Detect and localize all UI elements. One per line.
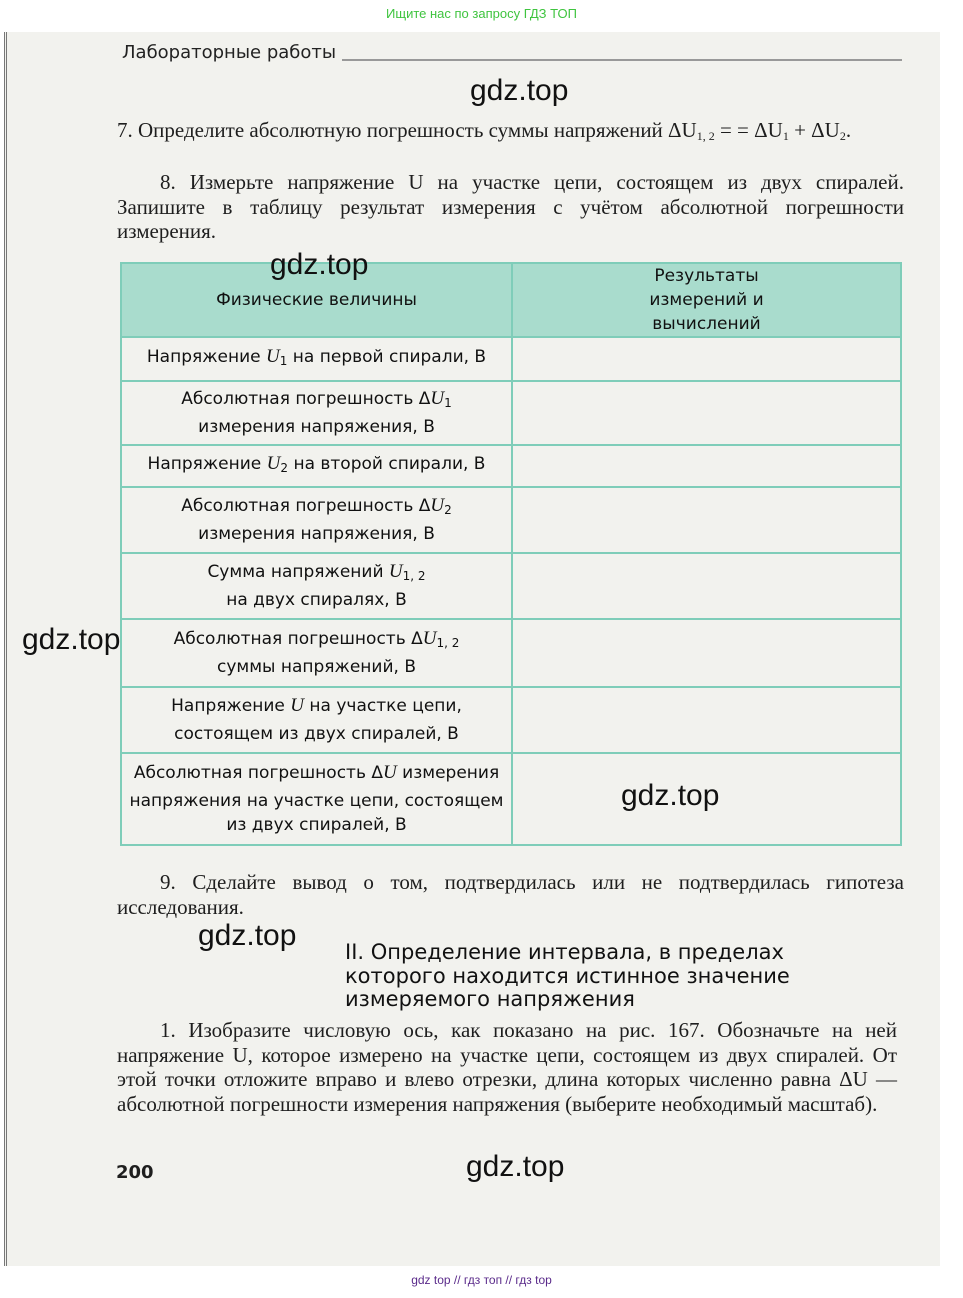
quantity-cell — [121, 753, 512, 845]
p7-text: = = ΔU — [714, 118, 783, 142]
table-header — [121, 263, 901, 337]
sub: 1 — [782, 129, 789, 143]
table-row — [121, 553, 901, 619]
running-head: Лабораторные работы — [122, 42, 337, 63]
bottom-banner[interactable]: gdz top // гдз топ // гдз top — [411, 1273, 552, 1287]
symbol: U — [388, 561, 403, 582]
watermark: gdz.top — [22, 623, 121, 656]
result-cell[interactable] — [512, 381, 901, 445]
label-text: Абсолютная погрешность Δ — [133, 763, 384, 783]
quantity-cell — [121, 337, 512, 381]
header-quantities: Физические величины — [121, 263, 512, 337]
label-text: Напряжение — [146, 347, 267, 367]
label-text: Абсолютная погрешность Δ — [181, 496, 431, 516]
label-text: на первой спирали, В — [287, 347, 487, 367]
result-cell[interactable] — [512, 487, 901, 553]
result-cell[interactable] — [512, 687, 901, 753]
symbol: U — [266, 346, 280, 367]
table-row — [121, 687, 901, 753]
subscript: 1 — [444, 396, 452, 410]
results-table — [120, 262, 902, 846]
table-row — [121, 753, 901, 845]
section-title: II. Определение интервала, в пределах которого находится истинное значение измеряемого напряжения — [345, 940, 790, 1011]
table-row — [121, 619, 901, 687]
subscript: 1, 2 — [436, 636, 460, 650]
table-row — [121, 337, 901, 381]
label-text-line2: на двух спиралях, В — [226, 590, 407, 610]
label-text-line2: суммы напряжений, В — [216, 657, 416, 677]
symbol: U — [383, 762, 397, 783]
result-cell[interactable] — [512, 445, 901, 487]
result-cell[interactable] — [512, 337, 901, 381]
watermark: gdz.top — [198, 919, 297, 952]
p7-text: + ΔU — [788, 118, 840, 142]
paragraph-7 — [117, 118, 904, 149]
label-text: Сумма напряжений — [207, 562, 389, 582]
result-cell[interactable] — [512, 553, 901, 619]
symbol: U — [430, 495, 445, 516]
p7-text: . — [845, 118, 852, 142]
table-row — [121, 381, 901, 445]
quantity-cell — [121, 445, 512, 487]
label-text-line2: состоящем из двух спиралей, В — [174, 724, 459, 744]
quantity-cell — [121, 487, 512, 553]
p7-text: 7. Определите абсолютную погрешность суммы напряжений ΔU — [117, 118, 697, 142]
watermark: gdz.top — [470, 74, 569, 107]
label-text: на второй спирали, В — [288, 454, 486, 474]
label-text-line2: напряжения на участке цепи, состоящем из двух спиралей, В — [129, 791, 504, 835]
watermark: gdz.top — [466, 1150, 565, 1183]
quantity-cell — [121, 687, 512, 753]
label-text-line2: измерения напряжения, В — [198, 417, 435, 437]
subscript: 1 — [279, 354, 288, 368]
watermark: gdz.top — [270, 248, 369, 281]
label-text: на участке цепи, — [304, 696, 462, 716]
subscript: 2 — [444, 503, 452, 517]
table-row — [121, 487, 901, 553]
label-text: Напряжение — [147, 454, 267, 474]
sub: 1, 2 — [696, 129, 715, 143]
label-text: измерения — [396, 763, 500, 783]
header-results: Результаты измерений и вычислений — [512, 263, 901, 337]
subscript: 2 — [280, 461, 289, 475]
symbol: U — [290, 695, 305, 716]
paragraph-9: 9. Сделайте вывод о том, подтвердилась или не подтвердилась гипотеза исследования. — [117, 870, 904, 919]
table-row — [121, 445, 901, 487]
symbol: U — [430, 388, 445, 409]
sub: 2 — [839, 129, 846, 143]
quantity-cell — [121, 553, 512, 619]
quantity-cell — [121, 619, 512, 687]
subscript: 1, 2 — [402, 569, 426, 583]
label-text-line2: измерения напряжения, В — [198, 524, 435, 544]
symbol: U — [266, 453, 281, 474]
paragraph-1: 1. Изобразите числовую ось, как показано на рис. 167. Обозначьте на ней напряжение U, которое измерено на участке цепи, состоящем из двух спиралей. От этой точки отложите вправо и влево отрезки, длина которых численно равна ΔU — абсолютной погрешности измерения напряжения (выберите необходимый масштаб). — [117, 1018, 897, 1116]
label-text: Абсолютная погрешность Δ — [181, 389, 431, 409]
label-text: Напряжение — [171, 696, 291, 716]
quantity-cell — [121, 381, 512, 445]
symbol: U — [422, 628, 437, 649]
label-text: Абсолютная погрешность Δ — [173, 629, 423, 649]
top-banner[interactable]: Ищите нас по запросу ГДЗ ТОП — [386, 6, 577, 21]
paragraph-8: 8. Измерьте напряжение U на участке цепи, состоящем из двух спиралей. Запишите в таблицу результат измерения с учётом абсолютной погрешности измерения. — [117, 170, 904, 243]
result-cell[interactable] — [512, 619, 901, 687]
header-rule — [342, 59, 902, 61]
watermark: gdz.top — [621, 779, 720, 812]
page-number: 200 — [116, 1162, 154, 1183]
